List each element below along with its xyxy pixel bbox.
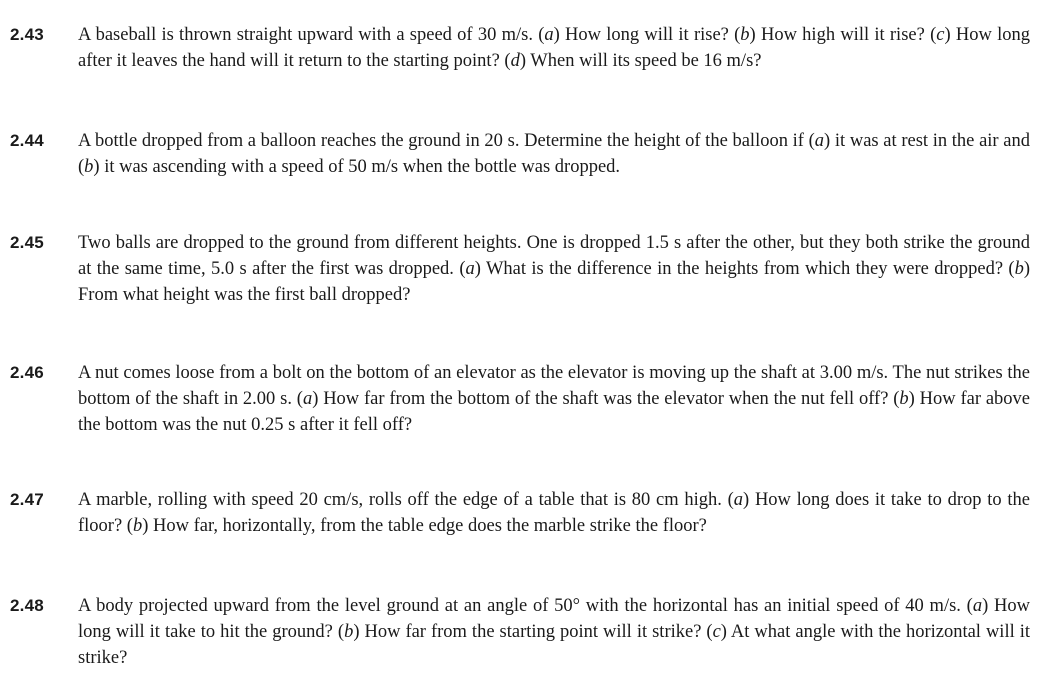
problem-text: A nut comes loose from a bolt on the bottom of an elevator as the elevator is moving up the shaft at 3.00 m/s. The nut strikes the bottom of the shaft in 2.00 s. (a) How far from the bottom of the shaft was the elevator when the nut fell off? (b) How far above the bottom was the nut 0.25 s after it fell off? bbox=[78, 363, 1030, 435]
problem-number: 2.47 bbox=[10, 490, 44, 509]
problem-text: A marble, rolling with speed 20 cm/s, rolls off the edge of a table that is 80 cm high. (a) How long does it take to drop to the floor? (b) How far, horizontally, from the table edge does the marble strike the floor? bbox=[78, 490, 1030, 536]
problem-number: 2.43 bbox=[10, 25, 44, 44]
problem-text: A body projected upward from the level ground at an angle of 50° with the horizontal has an initial speed of 40 m/s. (a) How long will it take to hit the ground? (b) How far from the starting point will it strike? (c) At what angle with the horizontal will it strike? bbox=[78, 596, 1030, 668]
problem-text: A bottle dropped from a balloon reaches the ground in 20 s. Determine the height of the balloon if (a) it was at rest in the air and (b) it was ascending with a speed of 50 m/s when the bottle was dropped. bbox=[78, 131, 1030, 177]
problem-text: A baseball is thrown straight upward with a speed of 30 m/s. (a) How long will it rise? (b) How high will it rise? (c) How long after it leaves the hand will it return to the starting point? (d) When will its speed be 16 m/s? bbox=[78, 25, 1030, 71]
problem-number: 2.48 bbox=[10, 596, 44, 615]
problem-number: 2.46 bbox=[10, 363, 44, 382]
problem-number: 2.44 bbox=[10, 131, 44, 150]
problem-number: 2.45 bbox=[10, 233, 44, 252]
problem-text: Two balls are dropped to the ground from different heights. One is dropped 1.5 s after the other, but they both strike the ground at the same time, 5.0 s after the first was dropped. (a) What is the difference in the heights from which they were dropped? (b) From what height was the first ball dropped? bbox=[78, 233, 1030, 305]
